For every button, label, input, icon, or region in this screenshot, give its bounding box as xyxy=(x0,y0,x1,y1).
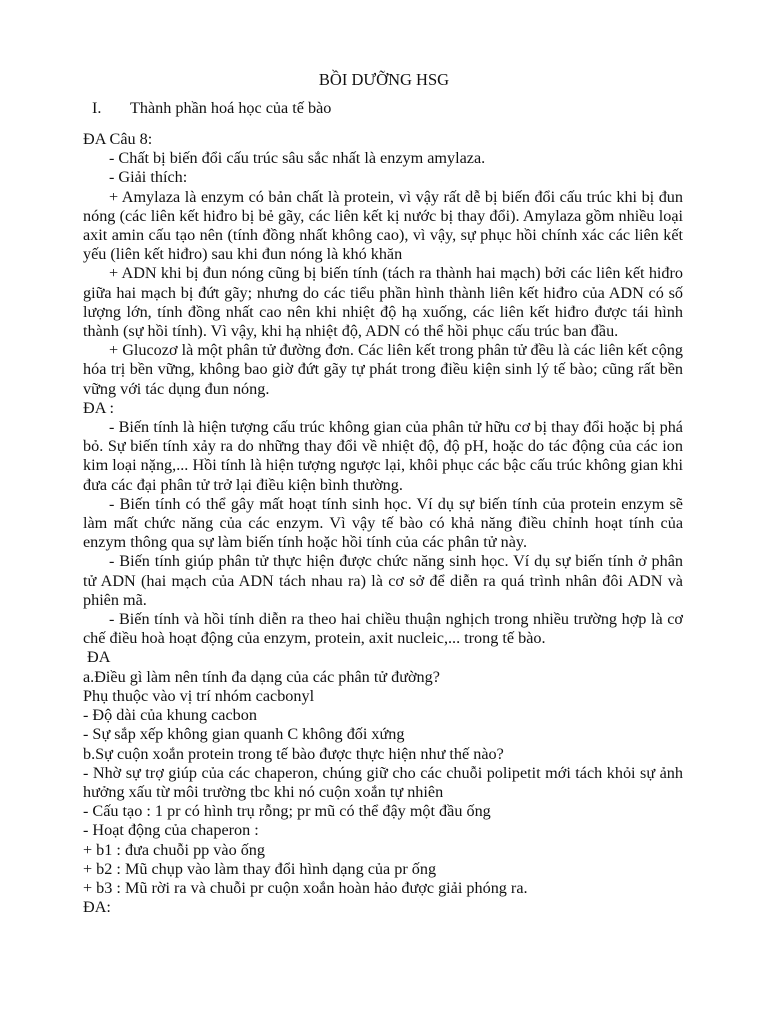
paragraph: Phụ thuộc vào vị trí nhóm cacbonyl xyxy=(83,686,315,705)
paragraph: - Biến tính có thể gây mất hoạt tính sinh học. Ví dụ sự biến tính của protein enzym sẽ làm mất chức năng của các enzym. Vì vậy tế bào có khả năng điều chỉnh hoạt tính của enzym thông qua sự làm biến tính hoặc hồi tính của các phân tử này. xyxy=(83,494,683,552)
document-title: BỒI DƯỠNG HSG xyxy=(318,70,450,89)
document-body xyxy=(83,130,683,917)
paragraph: - Độ dài của khung cacbon xyxy=(83,706,257,725)
paragraph: + b2 : Mũ chụp vào làm thay đổi hình dạng của pr ống xyxy=(83,859,437,878)
paragraph: ĐA xyxy=(87,648,111,667)
paragraph: + b1 : đưa chuỗi pp vào ống xyxy=(83,840,265,859)
paragraph: - Giải thích: xyxy=(109,168,188,187)
paragraph: + Glucozơ là một phân tử đường đơn. Các liên kết trong phân tử đều là các liên kết cộng hóa trị bền vững, không bao giờ đứt gãy tự phát trong điều kiện sinh lý tế bào; cũng rất bền vững với tác dụng đun nóng. xyxy=(83,341,683,398)
paragraph: ĐA: xyxy=(83,898,111,917)
section-heading xyxy=(92,99,331,118)
paragraph: + b3 : Mũ rời ra và chuỗi pr cuộn xoắn hoàn hảo được giải phóng ra. xyxy=(83,878,528,897)
paragraph: - Chất bị biến đổi cấu trúc sâu sắc nhất là enzym amylaza. xyxy=(109,149,486,168)
paragraph: + Amylaza là enzym có bản chất là protein, vì vậy rất dễ bị biến đổi cấu trúc khi bị đun nóng (các liên kết hiđro bị bẻ gãy, các liên kết kị nước bị thay đổi). Amylaza gồm nhiều loại axit amin cấu tạo nên (tính đồng nhất không cao), vì vậy, sự phục hồi chính xác các liên kết yếu (liên kết hiđro) sau khi đun nóng là khó khăn xyxy=(83,187,683,264)
paragraph: - Nhờ sự trợ giúp của các chaperon, chúng giữ cho các chuỗi polipetit mới tách khỏi sự ảnh hưởng xấu từ môi trường tbc khi nó cuộn xoắn tự nhiên xyxy=(83,763,683,801)
paragraph: a.Điều gì làm nên tính đa dạng của các phân tử đường? xyxy=(83,667,440,686)
paragraph: - Sự sắp xếp không gian quanh C không đối xứng xyxy=(83,725,405,744)
section-title: Thành phần hoá học của tế bào xyxy=(130,99,332,117)
paragraph: ĐA : xyxy=(83,398,115,417)
paragraph: - Biến tính và hồi tính diễn ra theo hai chiều thuận nghịch trong nhiều trường hợp là cơ chế điều hoà hoạt động của enzym, protein, axit nucleic,... trong tế bào. xyxy=(83,610,683,648)
paragraph: - Hoạt động của chaperon : xyxy=(83,821,259,840)
paragraph: - Biến tính là hiện tượng cấu trúc không gian của phân tử hữu cơ bị thay đổi hoặc bị phá bỏ. Sự biến tính xảy ra do những thay đổi về nhiệt độ, độ pH, hoặc do tác động của các ion kim loại nặng,... Hồi tính là hiện tượng ngược lại, khôi phục các bậc cấu trúc không gian khi đưa các đại phân tử trở lại điều kiện bình thường. xyxy=(83,418,683,494)
paragraph: - Cấu tạo : 1 pr có hình trụ rỗng; pr mũ có thể đậy một đầu ống xyxy=(83,802,491,821)
paragraph: b.Sự cuộn xoắn protein trong tế bào được thực hiện như thế nào? xyxy=(83,744,504,763)
section-number: I. xyxy=(92,99,102,117)
paragraph: - Biến tính giúp phân tử thực hiện được chức năng sinh học. Ví dụ sự biến tính ở phân tử ADN (hai mạch của ADN tách nhau ra) là cơ sở để diễn ra quá trình nhân đôi ADN và phiên mã. xyxy=(83,552,683,609)
paragraph: + ADN khi bị đun nóng cũng bị biến tính (tách ra thành hai mạch) bởi các liên kết hiđro giữa hai mạch bị đứt gãy; nhưng do các tiểu phần hình thành liên kết hiđro của ADN có số lượng lớn, tính đồng nhất cao nên khi nhiệt độ hạ xuống, các liên kết hiđro được tái hình thành (sự hồi tính). Vì vậy, khi hạ nhiệt độ, ADN có thể hồi phục cấu trúc ban đầu. xyxy=(83,264,683,341)
paragraph: ĐA Câu 8: xyxy=(83,130,153,148)
